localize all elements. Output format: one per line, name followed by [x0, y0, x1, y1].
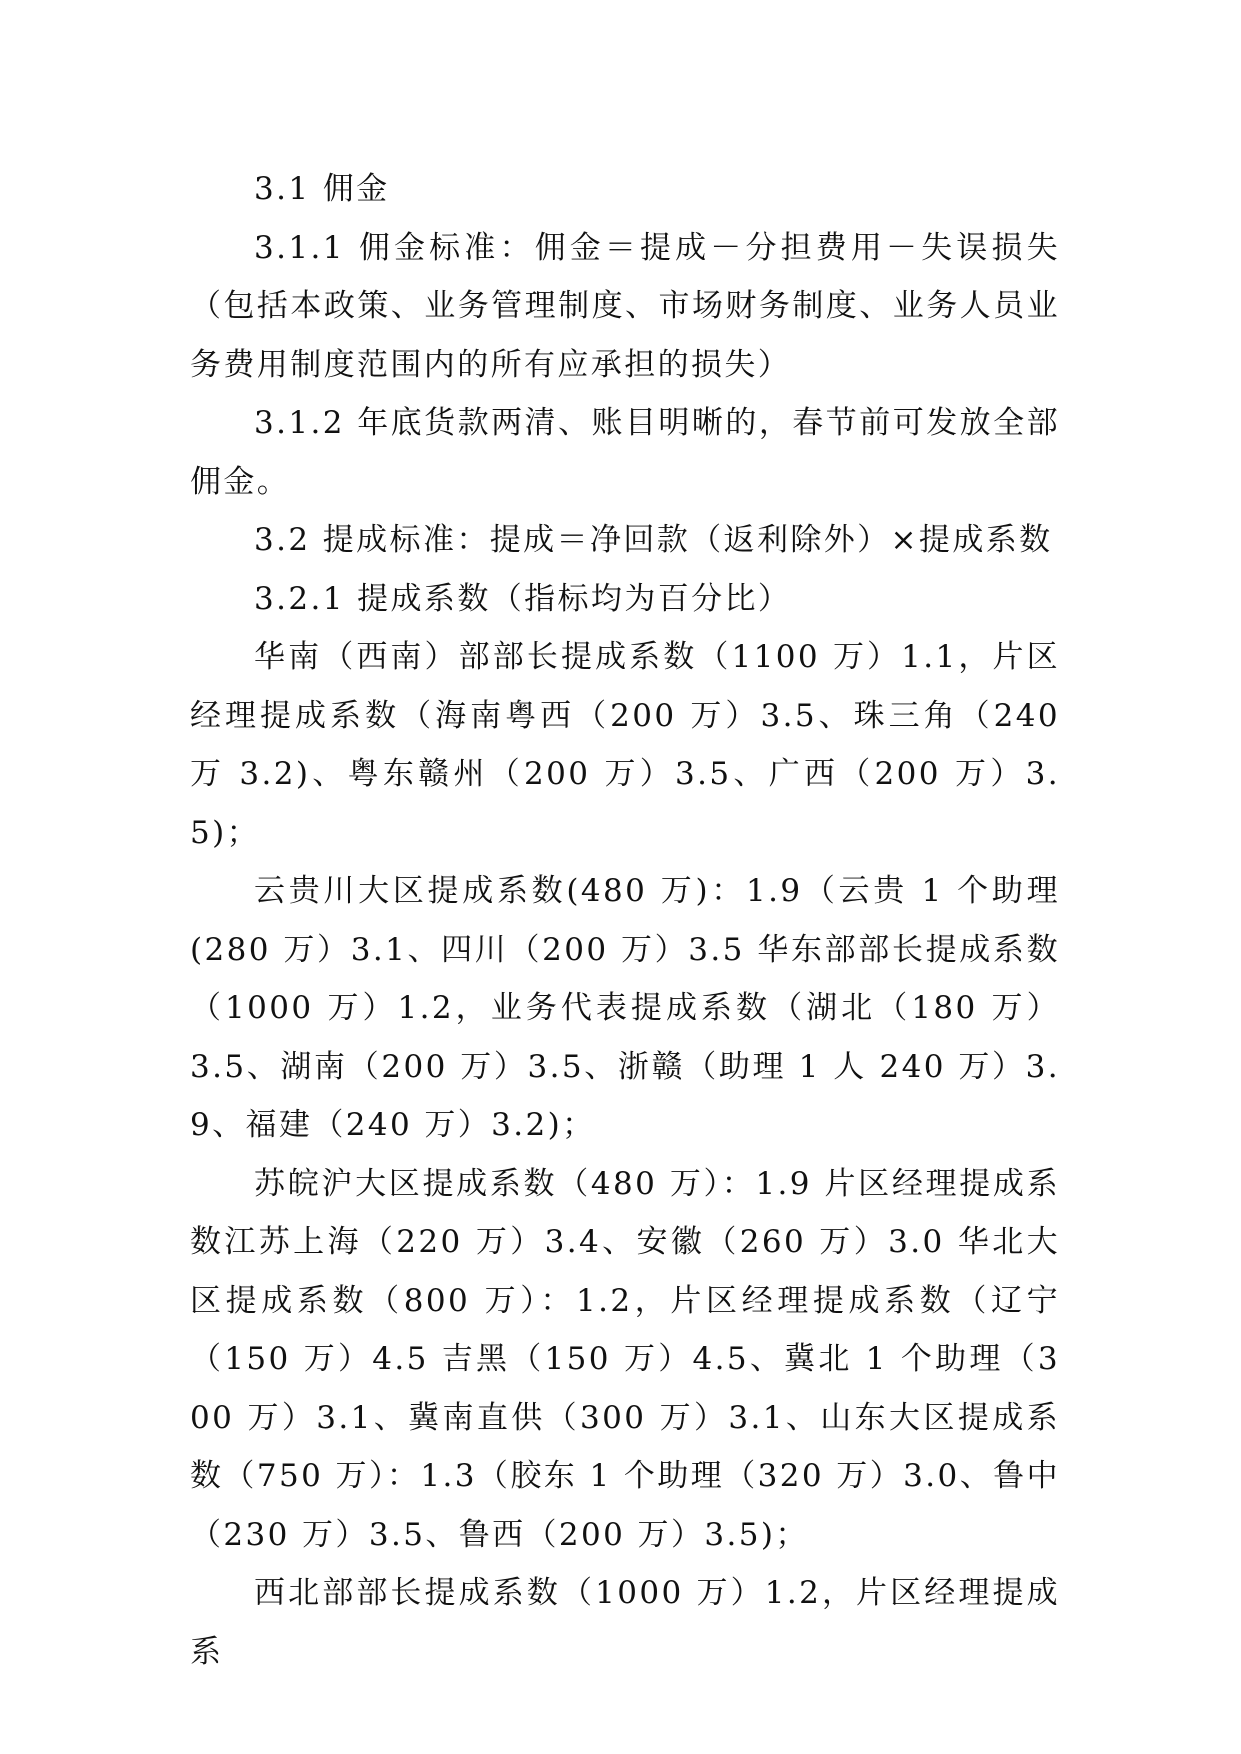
paragraph-bonus-standard: 3.2 提成标准：提成＝净回款（返利除外）×提成系数: [254, 522, 1053, 558]
paragraph-commission-standard: 3.1.1 佣金标准：佣金＝提成－分担费用－失误损失（包括本政策、业务管理制度、市场财务制度、业务人员业务费用制度范围内的所有应承担的损失）: [190, 229, 1060, 383]
document-body: [190, 160, 1060, 1681]
paragraph-south-china: 华南（西南）部部长提成系数（1100 万）1.1，片区经理提成系数（海南粤西（200 万）3.5、珠三角（240 万 3.2)、粤东赣州（200 万）3.5、广西（200 万）3.5)；: [190, 639, 1060, 851]
paragraph-northwest: 西北部部长提成系数（1000 万）1.2，片区经理提成系: [190, 1575, 1060, 1670]
paragraph-commission-heading: 3.1 佣金: [254, 171, 390, 207]
paragraph-yunguichuan-east-china: 云贵川大区提成系数(480 万)：1.9（云贵 1 个助理(280 万）3.1、四川（200 万）3.5 华东部部长提成系数（1000 万）1.2，业务代表提成系数（湖北（180 万）3.5、湖南（200 万）3.5、浙赣（助理 1 人 240 万）3.9、福建（240 万）3.2)；: [190, 873, 1060, 1143]
paragraph-year-end-payment: 3.1.2 年底货款两清、账目明晰的，春节前可发放全部佣金。: [190, 405, 1060, 500]
paragraph-suwanhu-north-china: 苏皖沪大区提成系数（480 万）：1.9 片区经理提成系数江苏上海（220 万）3.4、安徽（260 万）3.0 华北大区提成系数（800 万）：1.2，片区经理提成系数（辽宁（150 万）4.5 吉黑（150 万）4.5、冀北 1 个助理（300 万）3.1、冀南直供（300 万）3.1、山东大区提成系数（750 万）：1.3（胶东 1 个助理（320 万）3.0、鲁中（230 万）3.5、鲁西（200 万）3.5)；: [190, 1165, 1060, 1553]
paragraph-bonus-coefficient-heading: 3.2.1 提成系数（指标均为百分比）: [254, 580, 792, 617]
